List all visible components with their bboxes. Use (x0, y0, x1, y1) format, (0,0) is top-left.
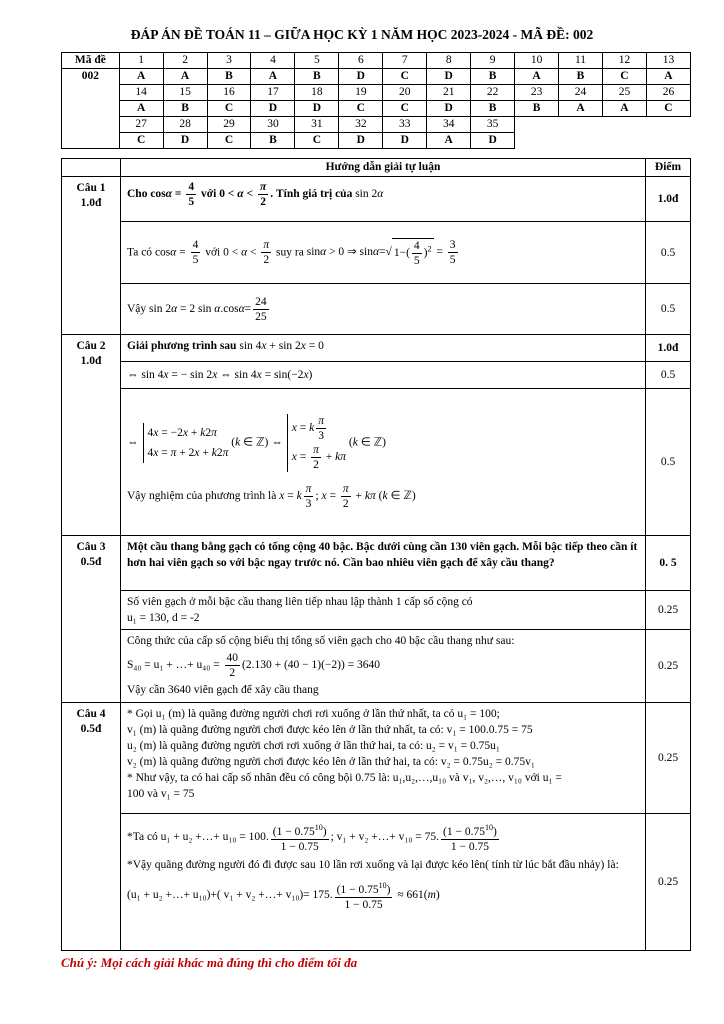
q3-score: 0.5đ (80, 556, 102, 568)
q3-step2: Công thức của cấp số cộng biểu thị tổng số viên gạch cho 40 bậc cầu thang như sau: S₄₀ = u₁ + …+ u₄₀ = $\frac{40}{2}$ (2.130 + (40 − 1)(−2)) = 3640 Vậy cần 3640 viên gạch để xây cầu thang (121, 630, 646, 703)
q1-prompt-points: 1.0đ (646, 177, 691, 222)
answer-key-table (61, 52, 691, 149)
answer-cell: C (602, 69, 646, 85)
q4-label-cell (62, 703, 121, 951)
question-number: 9 (471, 53, 515, 69)
q2-score: 1.0đ (80, 355, 102, 367)
answer-cell: D (383, 133, 427, 149)
question-number: 18 (295, 85, 339, 101)
page-title: ĐÁP ÁN ĐỀ TOÁN 11 – GIỮA HỌC KỲ 1 NĂM HỌC 2023-2024 - MÃ ĐỀ: 002 (130, 27, 594, 42)
q1-label-cell (62, 177, 121, 335)
q4-step1-line: v₂ (m) là quãng đường người chơi được kéo lên ở lần thứ hai, ta có: v₂ = 0.75u₂ = 0.75v₁ (127, 756, 535, 768)
q3-prompt: Một cầu thang bằng gạch có tổng cộng 40 bậc. Bậc dưới cùng cần 130 viên gạch. Mỗi bậc tiếp theo cần ít hơn hai viên gạch so với bậc ngay trước nó. Cần bao nhiêu viên gạch để xây cầu thang? (121, 536, 646, 591)
question-number: 27 (119, 117, 163, 133)
q4-step1-line: u₂ (m) là quãng đường người chơi rơi xuống ở lần thứ hai, ta có: u₂ = v₁ = 0.75u₁ (127, 740, 500, 752)
solutions-table (61, 158, 691, 951)
question-number: 2 (163, 53, 207, 69)
q2-step2: ⇔4x = −2x + k2π 4x = π + 2x + k2π (k ∈ ℤ) ⇔x = k $\frac{\pi}{3}$ x = $\frac{\pi}{2}$ + kπ (k ∈ ℤ) Vậy nghiệm của phương trình là x = k $\frac{\pi}{3}$ ; x = $\frac{\pi}{2}$ + kπ (k ∈ ℤ) (121, 389, 646, 536)
answer-cell: B (295, 69, 339, 85)
guide-header: Hướng dẫn giải tự luận (121, 159, 646, 177)
q3-step1-points: 0.25 (646, 591, 691, 630)
answer-cell: A (515, 69, 559, 85)
q2-prompt-points: 1.0đ (646, 335, 691, 362)
question-number: 20 (383, 85, 427, 101)
question-number: 15 (163, 85, 207, 101)
answer-cell: D (339, 69, 383, 85)
answer-cell: B (471, 69, 515, 85)
q2-step1-points: 0.5 (646, 362, 691, 389)
q2-step2-points: 0.5 (646, 389, 691, 536)
q2-label-cell (62, 335, 121, 536)
answer-cell: C (295, 133, 339, 149)
q1-prompt: Cho cosα = $\frac{4}{5}$ với 0 < α < $\frac{\pi}{2}$ . Tính giá trị của sin 2α (121, 177, 646, 222)
question-number: 26 (646, 85, 690, 101)
answer-cell: A (646, 69, 690, 85)
footnote: Chú ý: Mọi cách giải khác mà đúng thì cho điểm tối đa (61, 955, 358, 970)
question-number: 8 (427, 53, 471, 69)
question-number: 29 (207, 117, 251, 133)
question-number: 7 (383, 53, 427, 69)
answer-cell: A (119, 69, 163, 85)
q3-prompt-points: 0. 5 (646, 536, 691, 591)
q4-label: Câu 4 (76, 708, 106, 720)
answer-cell: C (383, 69, 427, 85)
q1-step1-points: 0.5 (646, 222, 691, 284)
q4-step1-line: 100 và v₁ = 75 (127, 788, 195, 800)
answer-cell: D (163, 133, 207, 149)
q4-step1-line: * Như vậy, ta có hai cấp số nhân đều có công bội 0.75 là: u₁,u₂,…,u₁₀ và v₁, v₂,…, v₁₀ với u₁ = (127, 772, 562, 784)
question-number: 4 (251, 53, 295, 69)
question-number: 34 (427, 117, 471, 133)
question-number: 12 (602, 53, 646, 69)
question-number: 31 (295, 117, 339, 133)
question-number: 32 (339, 117, 383, 133)
answer-cell: D (295, 101, 339, 117)
answer-cell: C (646, 101, 690, 117)
q4-step1 (121, 703, 646, 814)
answer-cell: D (427, 69, 471, 85)
q1-label: Câu 1 (76, 182, 106, 194)
question-number: 30 (251, 117, 295, 133)
answer-cell: A (559, 101, 603, 117)
question-number: 17 (251, 85, 295, 101)
question-number: 28 (163, 117, 207, 133)
question-number: 10 (515, 53, 559, 69)
answer-cell: A (427, 133, 471, 149)
question-number: 19 (339, 85, 383, 101)
question-number: 22 (471, 85, 515, 101)
q1-score: 1.0đ (80, 197, 102, 209)
question-number: 23 (515, 85, 559, 101)
question-number: 13 (646, 53, 690, 69)
question-number: 1 (119, 53, 163, 69)
answer-cell: C (119, 133, 163, 149)
answer-cell: D (251, 101, 295, 117)
q3-label: Câu 3 (76, 541, 106, 553)
answer-cell: C (339, 101, 383, 117)
q4-step2: *Ta có u₁ + u₂ +…+ u₁₀ = 100. $\frac{(1 - 0.75^{10})}{1 - 0.75}$ ; v₁ + v₂ +…+ v₁₀ = 75. $\frac{(1 - 0.75^{10})}{1 - 0.75}$ *Vậy quãng đường người đó đi được sau 10 lần rơi xuống và lại được kéo lên( tính từ lúc bắt đầu nhảy) là: (u₁ + u₂ +…+ u₁₀)+( v₁ + v₂ +…+ v₁₀)= 175. $\frac{(1 - 0.75^{10})}{1 - 0.75}$ ≈ 661(m) (121, 814, 646, 951)
q1-step2: Vậy sin 2α = 2 sin α.cosα= $\frac{24}{25}$ (121, 284, 646, 335)
q3-step2-points: 0.25 (646, 630, 691, 703)
q4-step1-line: v₁ (m) là quãng đường người chơi được kéo lên ở lần thứ nhất, ta có: v₁ = 100.0.75 = 75 (127, 724, 533, 736)
answer-cell: B (515, 101, 559, 117)
answer-cell: A (251, 69, 295, 85)
q1-step2-points: 0.5 (646, 284, 691, 335)
answer-cell: D (427, 101, 471, 117)
answer-cell: C (383, 101, 427, 117)
answer-cell: A (163, 69, 207, 85)
answer-cell: B (163, 101, 207, 117)
answer-cell: B (471, 101, 515, 117)
answer-cell: C (207, 133, 251, 149)
code-header: Mã đề (62, 53, 120, 69)
question-number: 24 (559, 85, 603, 101)
question-number: 14 (119, 85, 163, 101)
question-number: 11 (559, 53, 603, 69)
q2-label: Câu 2 (76, 340, 106, 352)
q2-conclusion: Vậy nghiệm của phương trình là (127, 489, 277, 502)
answer-cell: D (471, 133, 515, 149)
answer-cell: A (119, 101, 163, 117)
question-number: 3 (207, 53, 251, 69)
answer-cell: B (207, 69, 251, 85)
q2-prompt: Giải phương trình sau sin 4x + sin 2x = 0 (121, 335, 646, 362)
answer-cell: B (559, 69, 603, 85)
question-number: 33 (383, 117, 427, 133)
question-number: 21 (427, 85, 471, 101)
answer-cell: D (339, 133, 383, 149)
q3-label-cell (62, 536, 121, 703)
q2-step1: ⇔ sin 4x = − sin 2x ⇔ sin 4x = sin(−2x) (121, 362, 646, 389)
q4-score: 0.5đ (80, 723, 102, 735)
exam-code: 002 (62, 69, 120, 149)
question-number: 35 (471, 117, 515, 133)
question-number: 16 (207, 85, 251, 101)
question-number: 25 (602, 85, 646, 101)
answer-cell: C (207, 101, 251, 117)
answer-cell: A (602, 101, 646, 117)
answer-cell: B (251, 133, 295, 149)
question-number: 5 (295, 53, 339, 69)
question-number: 6 (339, 53, 383, 69)
q3-step1: Số viên gạch ở mỗi bậc cầu thang liên tiếp nhau lập thành 1 cấp số cộng có u₁ = 130, d = -2 (121, 591, 646, 630)
points-header: Điểm (646, 159, 691, 177)
q1-step1: Ta có cosα = $\frac{4}{5}$ với 0 < α < $\frac{\pi}{2}$ suy ra sinα > 0 ⇒ sinα=√ 1−( $\frac{4}{5}$ )$^2$ = $\frac{3}{5}$ (121, 222, 646, 284)
q4-step1-points: 0.25 (646, 703, 691, 814)
q4-step2-points: 0.25 (646, 814, 691, 951)
q4-step1-line: * Gọi u₁ (m) là quãng đường người chơi rơi xuống ở lần thứ nhất, ta có u₁ = 100; (127, 708, 500, 720)
